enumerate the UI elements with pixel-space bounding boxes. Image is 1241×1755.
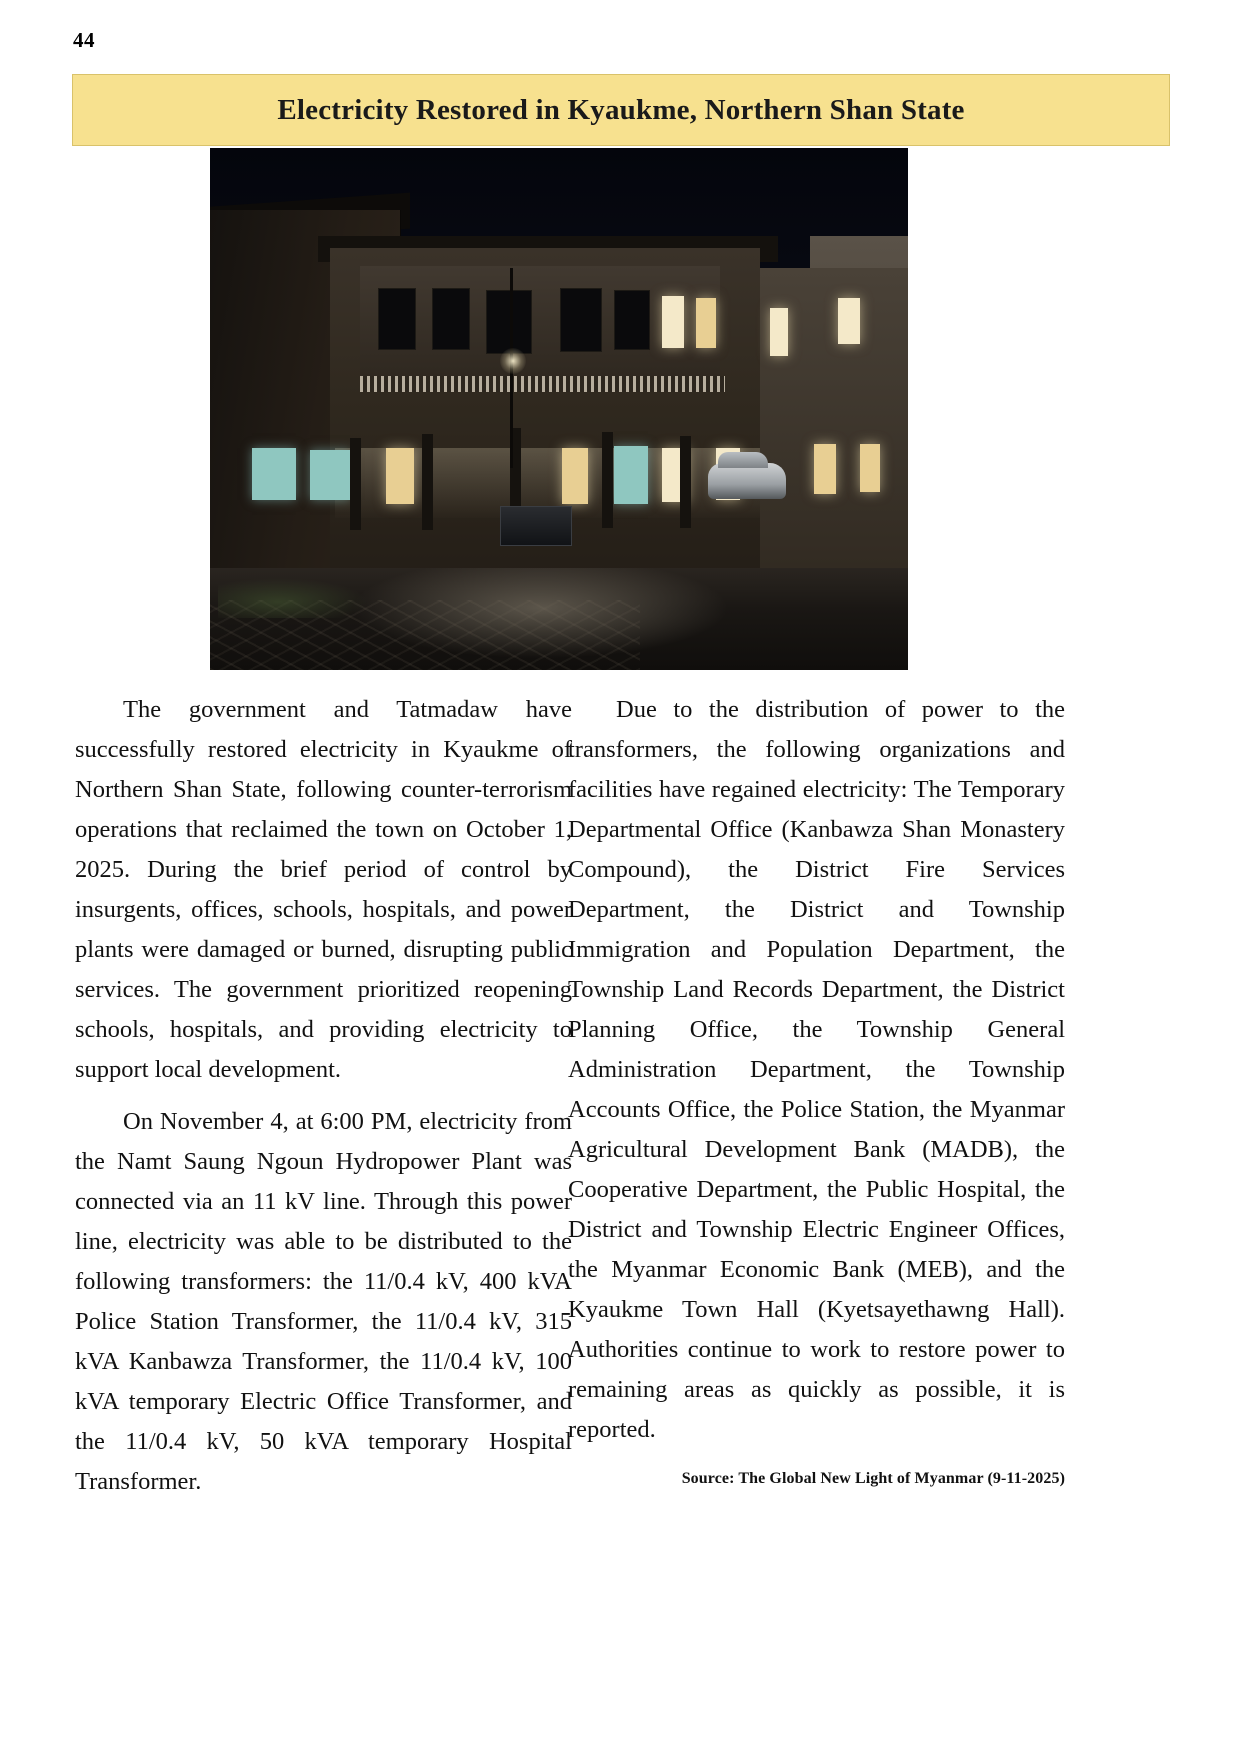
window-dark — [378, 288, 416, 350]
article-column-left — [75, 690, 572, 1502]
window-lit — [614, 446, 648, 504]
article-photo — [210, 148, 908, 670]
lamp-glow-icon — [500, 348, 526, 374]
window-lit — [386, 448, 414, 504]
page-title: Electricity Restored in Kyaukme, Northern Shan State — [277, 93, 965, 126]
window-dark — [614, 290, 650, 350]
page-number: 44 — [73, 28, 95, 52]
window-dark — [486, 290, 532, 354]
window-lit — [662, 296, 684, 348]
parked-car — [708, 463, 786, 499]
window-lit — [838, 298, 860, 344]
window-lit — [310, 450, 350, 500]
balcony-railing — [360, 376, 725, 392]
veranda-column — [680, 436, 691, 528]
paragraph: On November 4, at 6:00 PM, electricity from the Namt Saung Ngoun Hydropower Plant was connected via an 11 kV line. Through this power line, electricity was able to be distributed to the following transformers: the 11/0.4 kV, 400 kVA Police Station Transformer, the 11/0.4 kV, 315 kVA Kanbawza Transformer, the 11/0.4 kV, 100 kVA temporary Electric Office Transformer, and the 11/0.4 kV, 50 kVA temporary Hospital Transformer. — [75, 1108, 572, 1495]
grass-patch — [218, 578, 368, 618]
veranda-column — [350, 438, 361, 530]
generator-unit — [500, 506, 572, 546]
veranda-column — [602, 432, 613, 528]
window-lit — [252, 448, 296, 500]
headline-banner — [72, 74, 1170, 146]
window-lit — [770, 308, 788, 356]
window-lit — [860, 444, 880, 492]
veranda-column — [422, 434, 433, 530]
window-lit — [814, 444, 836, 494]
article-column-right — [568, 690, 1065, 1450]
source-credit: Source: The Global New Light of Myanmar (9-11-2025) — [681, 1470, 1065, 1487]
window-dark — [432, 288, 470, 350]
photo-scene — [210, 148, 908, 670]
window-lit — [562, 448, 588, 504]
paragraph: Due to the distribution of power to the transformers, the following organizations and facilities have regained electricity: The Temporary Departmental Office (Kanbawza Shan Monastery Compound), the District Fire Services Department, the District and Township Immigration and Population Department, the Township Land Records Department, the District Planning Office, the Township General Administration Department, the Township Accounts Office, the Police Station, the Myanmar Agricultural Development Bank (MADB), the Cooperative Department, the Public Hospital, the District and Township Electric Engineer Offices, the Myanmar Economic Bank (MEB), and the Kyaukme Town Hall (Kyetsayethawng Hall). Authorities continue to work to restore power to remaining areas as quickly as possible, it is reported. — [568, 696, 1065, 1443]
window-lit — [696, 298, 716, 348]
paragraph: The government and Tatmadaw have successfully restored electricity in Kyaukme of Northern Shan State, following counter-terrorism operations that reclaimed the town on October 1, 2025. During the brief period of control by insurgents, offices, schools, hospitals, and power plants were damaged or burned, disrupting public services. The government prioritized reopening schools, hospitals, and providing electricity to support local development. — [75, 696, 572, 1083]
window-dark — [560, 288, 602, 352]
